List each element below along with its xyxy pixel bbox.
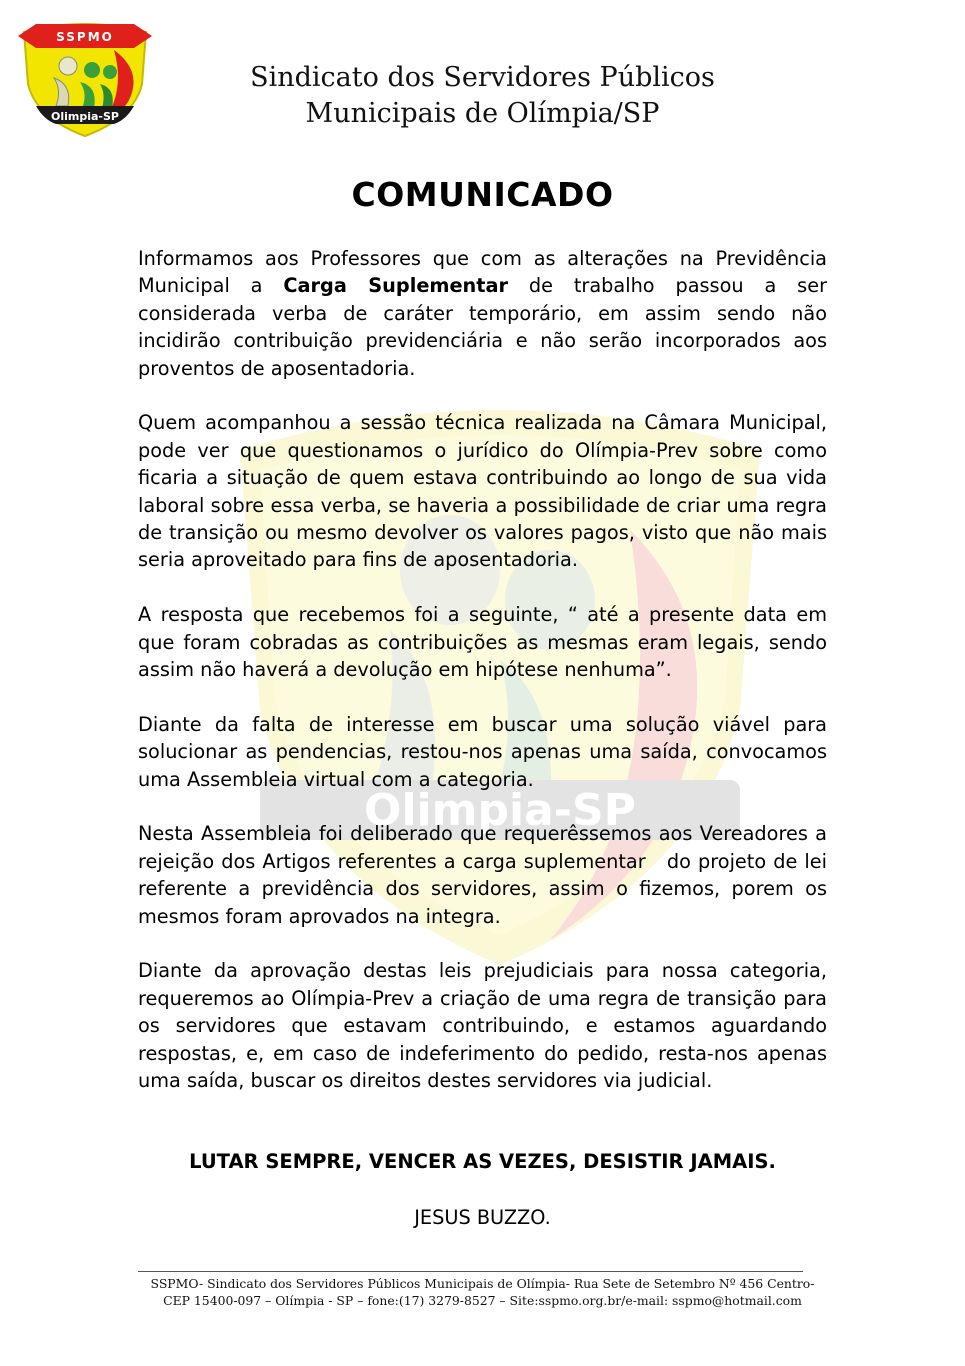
watermark-text: Olimpia-SP xyxy=(364,785,636,836)
organization-name xyxy=(170,60,795,132)
paragraph-2: Quem acompanhou a sessão técnica realizada na Câmara Municipal, pode ver que questionamos o jurídico do Olímpia-Prev sobre como ficaria a situação de quem estava contribuindo ao longo de sua vida laboral sobre essa verba, se haveria a possibilidade de criar uma regra de transição ou mesmo devolver os valores pagos, visto que não mais seria aproveitado para fins de aposentadoria. xyxy=(138,411,827,572)
footer-line2: CEP 15400-097 – Olímpia - SP – fone:(17) 3279-8527 – Site:sspmo.org.br/e-mail: sspmo@hotmail.com xyxy=(163,1293,802,1308)
footer-line1: SSPMO- Sindicato dos Servidores Públicos Municipais de Olímpia- Rua Sete de Setembro Nº 456 Centro- xyxy=(150,1276,815,1291)
logo-bottom-text: Olimpia-SP xyxy=(51,110,119,123)
paragraph-1-rest: de trabalho passou a ser considerada verba de caráter temporário, em assim sendo não incidirão contribuição previdenciária e não serão incorporados aos proventos de aposentadoria. xyxy=(138,274,827,380)
paragraph-5: Nesta Assembleia foi deliberado que requerêssemos aos Vereadores a rejeição dos Artigos referentes a carga suplementar do projeto de lei referente a previdência dos servidores, assim o fizemos, porem os mesmos foram aprovados na integra. xyxy=(138,822,834,928)
paragraph-4: Diante da falta de interesse em buscar uma solução viável para solucionar as pendencias, restou-nos apenas uma saída, convocamos uma Assembleia virtual com a categoria. xyxy=(138,712,827,791)
motto: LUTAR SEMPRE, VENCER AS VEZES, DESISTIR JAMAIS. xyxy=(189,1150,776,1173)
paragraph-1-intro: Informamos aos Professores que com as alterações na Previdência Municipal a xyxy=(138,247,827,298)
footer-divider xyxy=(138,1271,803,1272)
org-name-line1: Sindicato dos Servidores Públicos xyxy=(250,62,715,93)
logo-top-text: SSPMO xyxy=(56,30,114,44)
footer xyxy=(120,1275,845,1309)
paragraph-6: Diante da aprovação destas leis prejudiciais para nossa categoria, requeremos ao Olímpia-Prev a criação de uma regra de transição para os servidores que estavam contribuindo, e estamos aguardando respostas, e, em caso de indeferimento do pedido, resta-nos apenas uma saída, buscar os direitos destes servidores via judicial. xyxy=(138,959,827,1093)
document-body xyxy=(138,245,834,1122)
sspmo-logo xyxy=(18,14,152,138)
paragraph-1-highlight: Carga Suplementar xyxy=(283,274,509,298)
paragraph-1 xyxy=(138,245,827,382)
paragraph-3: A resposta que recebemos foi a seguinte, “ até a presente data em que foram cobradas as contribuições as mesmas eram legais, sendo assim não haverá a devolução em hipótese nenhuma”. xyxy=(138,603,827,682)
document-title: COMUNICADO xyxy=(351,175,614,214)
org-name-line2: Municipais de Olímpia/SP xyxy=(305,98,660,129)
signature: JESUS BUZZO. xyxy=(414,1206,551,1229)
